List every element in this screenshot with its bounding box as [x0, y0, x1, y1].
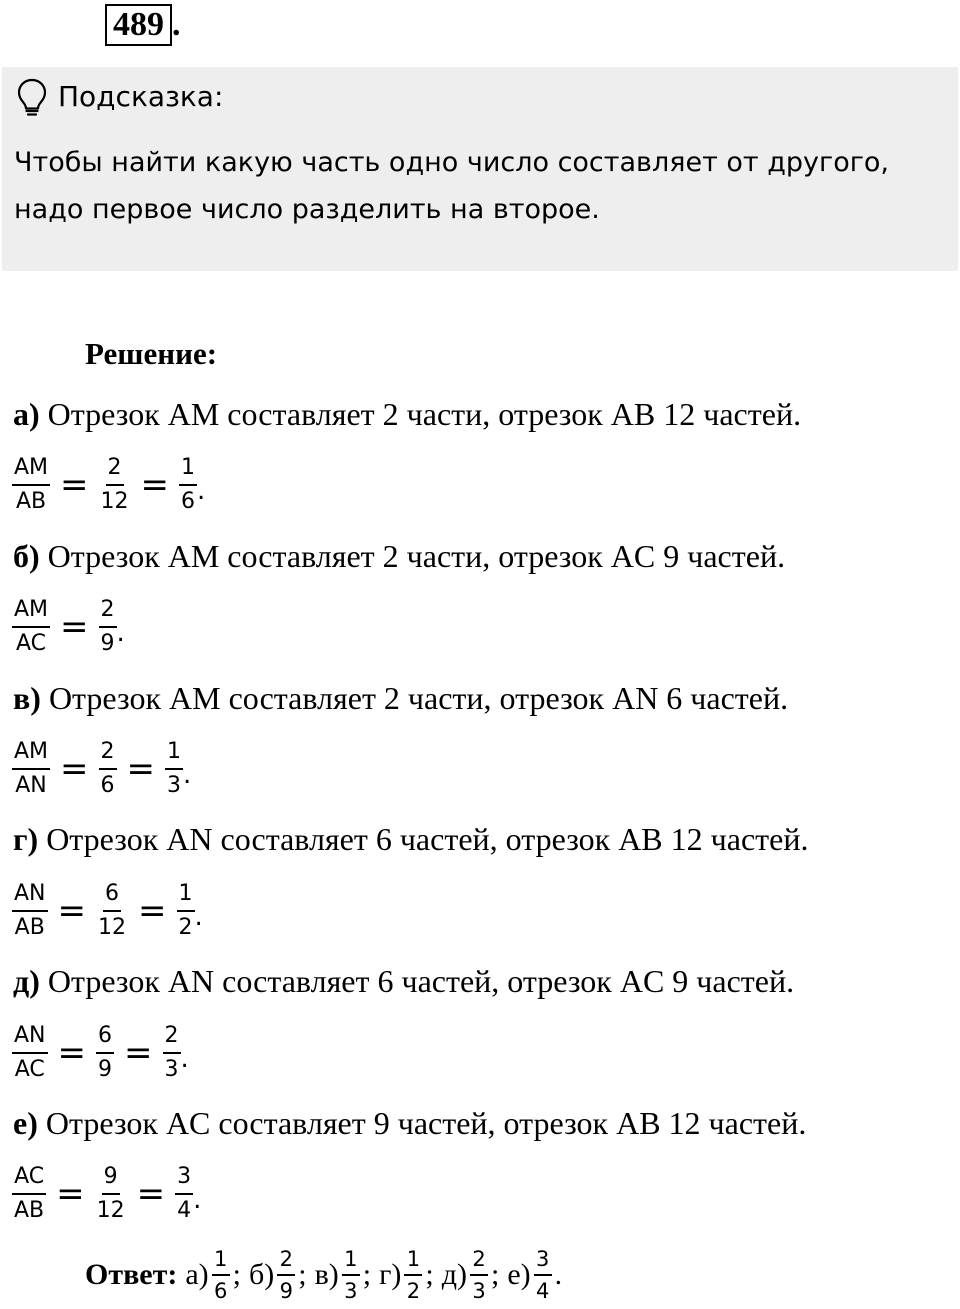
fraction: [12, 738, 50, 800]
answer-line: [85, 1242, 570, 1308]
numerator: 2: [163, 1022, 181, 1054]
numerator: AM: [12, 454, 50, 486]
answer-letter: д): [441, 1258, 467, 1291]
numerator: 6: [96, 1022, 114, 1054]
denominator: 4: [535, 1279, 550, 1303]
numerator: AM: [12, 596, 50, 628]
denominator: AC: [16, 631, 47, 656]
solution-item-v: [13, 678, 788, 718]
answer-letter: а): [185, 1258, 209, 1291]
fraction: [12, 596, 50, 658]
formula-d: [12, 1018, 189, 1088]
hint-line: надо первое число разделить на второе.: [14, 194, 600, 225]
formula-b: [12, 592, 125, 662]
equals-sign: =: [60, 465, 89, 505]
answer-part-b: [249, 1246, 307, 1304]
item-letter: е): [13, 1105, 38, 1141]
equals-sign: =: [136, 1174, 166, 1214]
denominator: 12: [100, 489, 129, 514]
fraction: [99, 596, 117, 658]
item-text: Отрезок AM составляет 2 части, отрезок AB 12 частей.: [39, 396, 802, 432]
numerator: AN: [12, 1022, 48, 1054]
numerator: 2: [99, 738, 117, 770]
equals-sign: =: [57, 891, 87, 931]
denominator: 6: [100, 773, 115, 798]
denominator: 9: [98, 1057, 113, 1082]
denominator: 12: [98, 915, 127, 940]
item-letter: в): [13, 680, 41, 716]
lightbulb-icon: [16, 77, 48, 117]
equals-sign: =: [56, 1174, 85, 1214]
solution-item-b: [13, 536, 785, 576]
fraction: [99, 738, 117, 800]
answer-part-a: [185, 1246, 241, 1304]
end-dot: .: [116, 618, 125, 648]
answer-part-v: [315, 1246, 372, 1304]
numerator: 1: [165, 738, 183, 770]
solution-item-d: [13, 961, 794, 1001]
formula-a: [12, 450, 205, 520]
numerator: 1: [179, 454, 197, 486]
solution-item-e: [13, 1103, 806, 1143]
equals-sign: =: [124, 1033, 153, 1073]
formula-e: [12, 1159, 201, 1229]
numerator: 3: [534, 1246, 552, 1276]
item-text: Отрезок AN составляет 6 частей, отрезок AB 12 частей.: [38, 821, 809, 857]
hint-text: [14, 139, 944, 233]
fraction: [177, 880, 195, 942]
answer-separator: .: [554, 1258, 563, 1291]
item-letter: д): [13, 963, 40, 999]
hint-title: Подсказка:: [58, 80, 224, 113]
end-dot: .: [197, 476, 206, 506]
fraction: [175, 1163, 193, 1225]
fraction: [404, 1246, 422, 1304]
item-letter: г): [13, 821, 39, 857]
numerator: 9: [102, 1163, 120, 1195]
answer-separator: ;: [491, 1258, 500, 1291]
denominator: 3: [472, 1279, 486, 1303]
numerator: AN: [12, 880, 48, 912]
item-text: Отрезок AM составляет 2 части, отрезок AC 9 частей.: [39, 538, 786, 574]
answer-separator: ;: [298, 1258, 307, 1291]
hint-header: [16, 77, 223, 117]
fraction: [99, 454, 131, 516]
item-letter: а): [13, 396, 40, 432]
fraction: [12, 880, 48, 942]
numerator: 2: [106, 454, 124, 486]
item-letter: б): [13, 538, 40, 574]
denominator: 3: [164, 1057, 179, 1082]
fraction: [212, 1246, 230, 1304]
hint-panel: [2, 67, 958, 271]
formula-v: [12, 734, 191, 804]
answer-letter: г): [379, 1258, 402, 1291]
denominator: AB: [15, 489, 47, 514]
denominator: AB: [14, 1198, 45, 1223]
answer-part-d: [442, 1246, 500, 1304]
denominator: 9: [100, 631, 115, 656]
answer-part-e: [507, 1246, 562, 1304]
denominator: 3: [344, 1279, 358, 1303]
numerator: 6: [103, 880, 121, 912]
numerator: 1: [212, 1246, 230, 1276]
answer-letter: е): [507, 1258, 531, 1291]
denominator: AN: [15, 773, 47, 798]
denominator: 2: [178, 915, 193, 940]
solution-title: Решение:: [85, 336, 218, 371]
answer-letter: в): [314, 1258, 339, 1291]
numerator: AC: [12, 1163, 46, 1195]
answer-separator: ;: [362, 1258, 372, 1291]
equals-sign: =: [138, 891, 167, 931]
denominator: 3: [167, 773, 182, 798]
fraction: [12, 1163, 46, 1225]
answer-part-g: [379, 1246, 434, 1304]
answer-separator: ;: [425, 1258, 434, 1291]
equals-sign: =: [140, 465, 170, 505]
numerator: 1: [342, 1246, 360, 1276]
formula-g: [12, 876, 203, 946]
task-number-box: 489: [105, 4, 172, 46]
answer-separator: ;: [232, 1258, 241, 1291]
fraction: [470, 1246, 488, 1304]
item-text: Отрезок AC составляет 9 частей, отрезок AB 12 частей.: [37, 1105, 807, 1141]
numerator: 2: [99, 596, 117, 628]
end-dot: .: [193, 1185, 202, 1215]
fraction: [96, 1022, 114, 1084]
denominator: 6: [213, 1279, 228, 1303]
numerator: AM: [12, 738, 50, 770]
answer-label: Ответ:: [85, 1258, 178, 1291]
answer-letter: б): [248, 1258, 275, 1291]
end-dot: .: [194, 902, 203, 932]
equals-sign: =: [126, 749, 156, 789]
item-text: Отрезок AM составляет 2 части, отрезок AN 6 частей.: [40, 680, 789, 716]
denominator: 4: [177, 1198, 192, 1223]
denominator: 6: [181, 489, 196, 514]
task-number: [105, 4, 181, 44]
numerator: 3: [175, 1163, 193, 1195]
numerator: 1: [177, 880, 195, 912]
fraction: [96, 880, 128, 942]
hint-line: Чтобы найти какую часть одно число составляет от другого,: [14, 147, 889, 178]
fraction: [163, 1022, 181, 1084]
equals-sign: =: [60, 607, 89, 647]
solution-item-a: [13, 394, 801, 434]
end-dot: .: [180, 1044, 189, 1074]
fraction: [179, 454, 197, 516]
equals-sign: =: [60, 749, 89, 789]
fraction: [12, 454, 50, 516]
denominator: 9: [279, 1279, 293, 1303]
denominator: 12: [96, 1198, 125, 1223]
denominator: AB: [14, 915, 45, 940]
numerator: 1: [404, 1246, 422, 1276]
numerator: 2: [470, 1246, 488, 1276]
solution-item-g: [13, 819, 808, 859]
numerator: 2: [277, 1246, 295, 1276]
end-dot: .: [183, 760, 192, 790]
fraction: [165, 738, 183, 800]
task-number-dot: .: [172, 6, 181, 43]
item-text: Отрезок AN составляет 6 частей, отрезок AC 9 частей.: [39, 963, 795, 999]
fraction: [342, 1246, 360, 1304]
denominator: 2: [406, 1279, 421, 1303]
fraction: [12, 1022, 48, 1084]
denominator: AC: [14, 1057, 45, 1082]
fraction: [277, 1246, 295, 1304]
fraction: [534, 1246, 552, 1304]
equals-sign: =: [57, 1033, 87, 1073]
fraction: [95, 1163, 127, 1225]
